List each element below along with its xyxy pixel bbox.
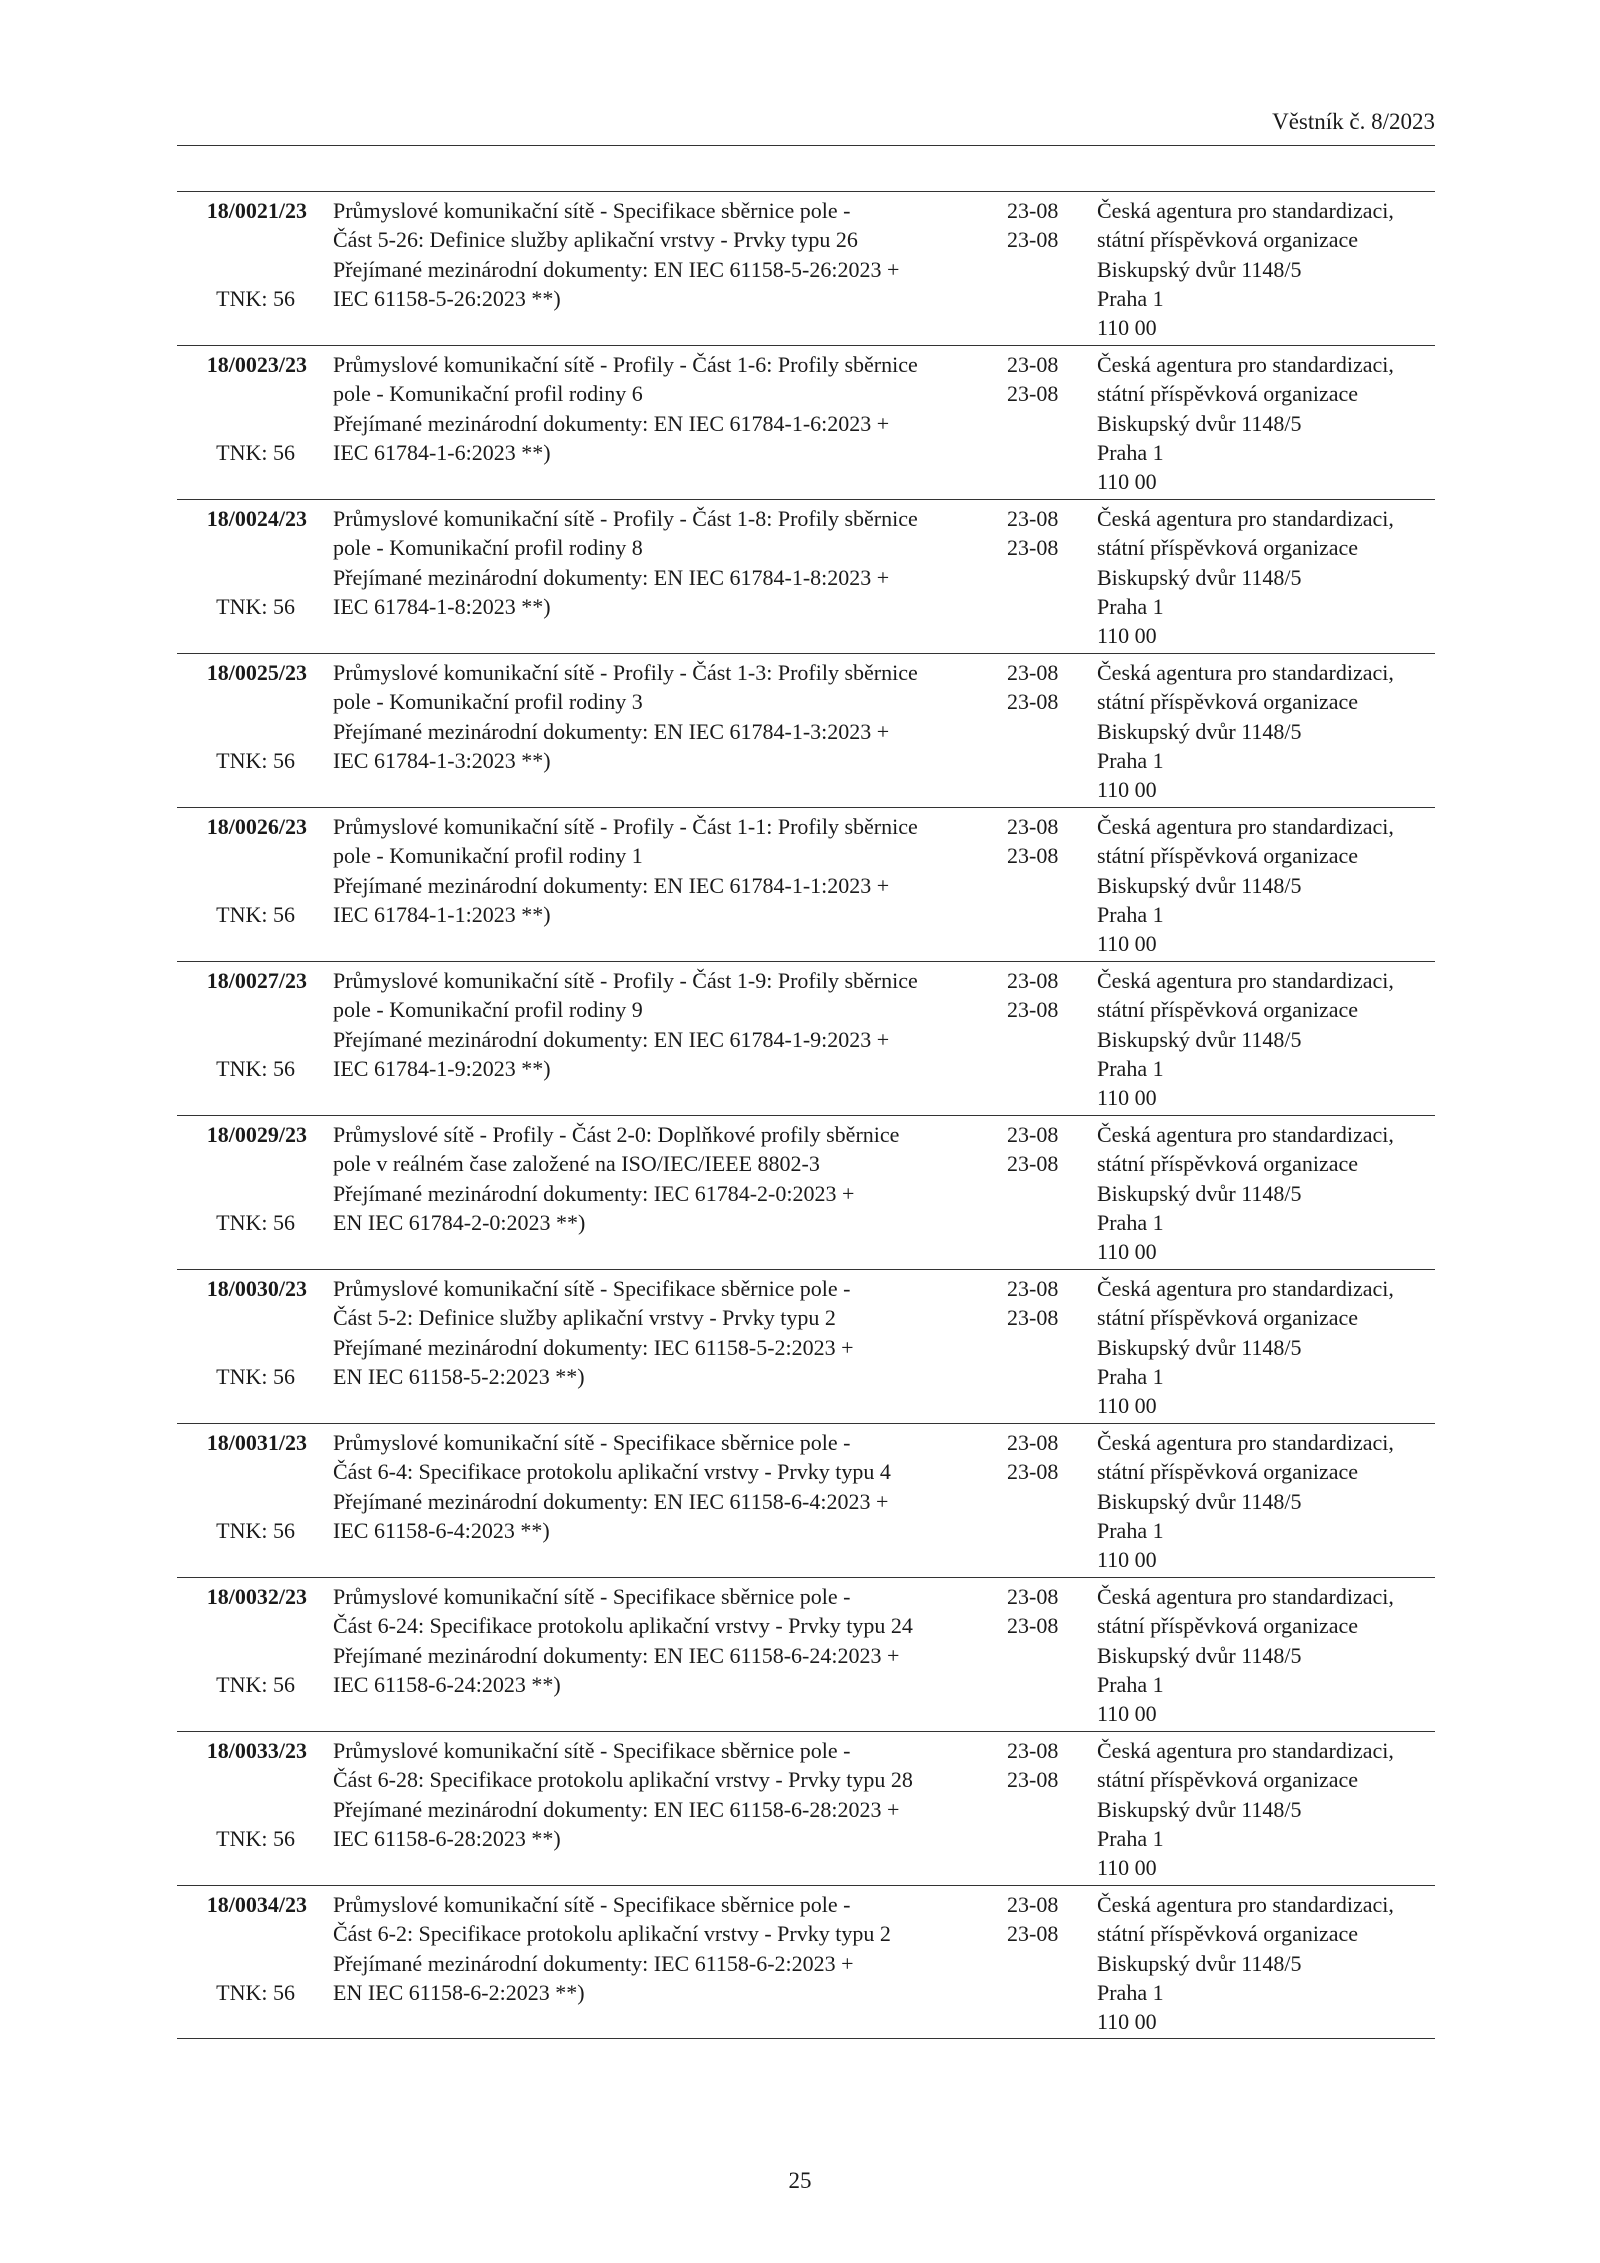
address-line: 110 00 bbox=[1097, 1239, 1157, 1265]
description-line: IEC 61784-1-3:2023 **) bbox=[333, 747, 551, 773]
document-number: 18/0029/23 bbox=[206, 1122, 307, 1147]
standard-description bbox=[333, 1274, 854, 1391]
document-number: 18/0025/23 bbox=[206, 660, 307, 685]
date-value: 23-08 bbox=[1007, 968, 1059, 993]
address-line: Česká agentura pro standardizaci, bbox=[1097, 814, 1394, 839]
table-row bbox=[177, 1577, 1435, 1731]
description-line: Průmyslové komunikační sítě - Specifikace sběrnice pole - bbox=[333, 198, 851, 223]
address-line: 110 00 bbox=[1097, 1393, 1157, 1419]
tnk-label: TNK: 56 bbox=[216, 1364, 295, 1389]
dates-column bbox=[1007, 1428, 1067, 1487]
description-line: Přejímané mezinárodní dokumenty: IEC 61158-5-2:2023 + bbox=[333, 1334, 854, 1360]
standard-description bbox=[333, 504, 918, 621]
document-number: 18/0033/23 bbox=[206, 1738, 307, 1763]
agency-address bbox=[1097, 504, 1437, 650]
address-line: Biskupský dvůr 1148/5 bbox=[1097, 1334, 1302, 1360]
address-line: Biskupský dvůr 1148/5 bbox=[1097, 1180, 1302, 1206]
dates-column bbox=[1007, 1736, 1067, 1795]
description-line: IEC 61158-6-4:2023 **) bbox=[333, 1517, 550, 1543]
address-line: Česká agentura pro standardizaci, bbox=[1097, 198, 1394, 223]
description-line: pole - Komunikační profil rodiny 8 bbox=[333, 535, 643, 561]
description-line: IEC 61158-6-28:2023 **) bbox=[333, 1825, 561, 1851]
agency-address bbox=[1097, 1274, 1437, 1420]
dates-column bbox=[1007, 1274, 1067, 1333]
tnk-label: TNK: 56 bbox=[216, 1980, 295, 2005]
standard-description bbox=[333, 1428, 891, 1545]
document-number: 18/0021/23 bbox=[206, 198, 307, 223]
dates-column bbox=[1007, 658, 1067, 717]
date-value: 23-08 bbox=[1007, 1738, 1059, 1763]
address-line: Biskupský dvůr 1148/5 bbox=[1097, 1642, 1302, 1668]
description-line: Průmyslové komunikační sítě - Profily - Část 1-8: Profily sběrnice bbox=[333, 506, 918, 531]
document-number: 18/0027/23 bbox=[206, 968, 307, 993]
address-line: Praha 1 bbox=[1097, 1209, 1164, 1235]
address-line: Česká agentura pro standardizaci, bbox=[1097, 1584, 1394, 1609]
agency-address bbox=[1097, 1428, 1437, 1574]
date-value: 23-08 bbox=[1007, 689, 1059, 715]
tnk-label: TNK: 56 bbox=[216, 286, 295, 311]
address-line: 110 00 bbox=[1097, 777, 1157, 803]
date-value: 23-08 bbox=[1007, 198, 1059, 223]
document-number: 18/0023/23 bbox=[206, 352, 307, 377]
standard-description bbox=[333, 350, 918, 467]
description-line: Průmyslové komunikační sítě - Profily - Část 1-9: Profily sběrnice bbox=[333, 968, 918, 993]
description-line: Přejímané mezinárodní dokumenty: EN IEC 61158-6-28:2023 + bbox=[333, 1796, 900, 1822]
document-number: 18/0034/23 bbox=[206, 1892, 307, 1917]
address-line: 110 00 bbox=[1097, 1085, 1157, 1111]
address-line: 110 00 bbox=[1097, 1701, 1157, 1727]
address-line: Praha 1 bbox=[1097, 901, 1164, 927]
description-line: Část 5-26: Definice služby aplikační vrstvy - Prvky typu 26 bbox=[333, 227, 858, 253]
address-line: Česká agentura pro standardizaci, bbox=[1097, 968, 1394, 993]
description-line: IEC 61784-1-1:2023 **) bbox=[333, 901, 551, 927]
description-line: Přejímané mezinárodní dokumenty: IEC 61158-6-2:2023 + bbox=[333, 1950, 854, 1976]
description-line: IEC 61784-1-6:2023 **) bbox=[333, 439, 551, 465]
description-line: IEC 61158-6-24:2023 **) bbox=[333, 1671, 561, 1697]
agency-address bbox=[1097, 812, 1437, 958]
date-value: 23-08 bbox=[1007, 1276, 1059, 1301]
description-line: IEC 61158-5-26:2023 **) bbox=[333, 285, 561, 311]
description-line: Přejímané mezinárodní dokumenty: EN IEC 61784-1-6:2023 + bbox=[333, 410, 890, 436]
table-row bbox=[177, 1731, 1435, 1885]
date-value: 23-08 bbox=[1007, 1151, 1059, 1177]
address-line: Česká agentura pro standardizaci, bbox=[1097, 1892, 1394, 1917]
dates-column bbox=[1007, 1120, 1067, 1179]
agency-address bbox=[1097, 1120, 1437, 1266]
document-number: 18/0030/23 bbox=[206, 1276, 307, 1301]
address-line: Česká agentura pro standardizaci, bbox=[1097, 506, 1394, 531]
date-value: 23-08 bbox=[1007, 1767, 1059, 1793]
address-line: Praha 1 bbox=[1097, 1363, 1164, 1389]
description-line: Přejímané mezinárodní dokumenty: EN IEC 61158-6-24:2023 + bbox=[333, 1642, 900, 1668]
address-line: státní příspěvková organizace bbox=[1097, 689, 1359, 715]
description-line: Přejímané mezinárodní dokumenty: IEC 61784-2-0:2023 + bbox=[333, 1180, 855, 1206]
tnk-label: TNK: 56 bbox=[216, 1210, 295, 1235]
description-line: pole - Komunikační profil rodiny 6 bbox=[333, 381, 643, 407]
address-line: Česká agentura pro standardizaci, bbox=[1097, 660, 1394, 685]
standard-description bbox=[333, 1120, 900, 1237]
page-number: 25 bbox=[788, 2168, 812, 2193]
address-line: Praha 1 bbox=[1097, 1671, 1164, 1697]
address-line: 110 00 bbox=[1097, 1547, 1157, 1573]
standard-description bbox=[333, 1582, 913, 1699]
date-value: 23-08 bbox=[1007, 1305, 1059, 1331]
address-line: státní příspěvková organizace bbox=[1097, 997, 1359, 1023]
table-row bbox=[177, 499, 1435, 653]
standard-description bbox=[333, 1890, 891, 2007]
agency-address bbox=[1097, 1582, 1437, 1728]
date-value: 23-08 bbox=[1007, 506, 1059, 531]
date-value: 23-08 bbox=[1007, 381, 1059, 407]
header-divider bbox=[177, 145, 1435, 146]
tnk-label: TNK: 56 bbox=[216, 1056, 295, 1081]
date-value: 23-08 bbox=[1007, 814, 1059, 839]
address-line: státní příspěvková organizace bbox=[1097, 843, 1359, 869]
date-value: 23-08 bbox=[1007, 1122, 1059, 1147]
standards-table bbox=[177, 191, 1435, 2039]
description-line: Část 5-2: Definice služby aplikační vrstvy - Prvky typu 2 bbox=[333, 1305, 836, 1331]
agency-address bbox=[1097, 350, 1437, 496]
address-line: státní příspěvková organizace bbox=[1097, 1613, 1359, 1639]
description-line: Průmyslové komunikační sítě - Specifikace sběrnice pole - bbox=[333, 1584, 851, 1609]
date-value: 23-08 bbox=[1007, 1430, 1059, 1455]
dates-column bbox=[1007, 1890, 1067, 1949]
description-line: Průmyslové komunikační sítě - Specifikace sběrnice pole - bbox=[333, 1276, 851, 1301]
address-line: 110 00 bbox=[1097, 623, 1157, 649]
description-line: Přejímané mezinárodní dokumenty: EN IEC 61784-1-8:2023 + bbox=[333, 564, 890, 590]
address-line: státní příspěvková organizace bbox=[1097, 381, 1359, 407]
dates-column bbox=[1007, 196, 1067, 255]
address-line: 110 00 bbox=[1097, 1855, 1157, 1881]
description-line: Průmyslové komunikační sítě - Specifikace sběrnice pole - bbox=[333, 1892, 851, 1917]
address-line: Praha 1 bbox=[1097, 1979, 1164, 2005]
table-row bbox=[177, 1885, 1435, 2039]
description-line: EN IEC 61158-6-2:2023 **) bbox=[333, 1979, 585, 2005]
tnk-label: TNK: 56 bbox=[216, 748, 295, 773]
description-line: Průmyslové komunikační sítě - Profily - Část 1-6: Profily sběrnice bbox=[333, 352, 918, 377]
description-line: Průmyslové komunikační sítě - Specifikace sběrnice pole - bbox=[333, 1430, 851, 1455]
tnk-label: TNK: 56 bbox=[216, 1672, 295, 1697]
date-value: 23-08 bbox=[1007, 1584, 1059, 1609]
address-line: státní příspěvková organizace bbox=[1097, 1921, 1359, 1947]
date-value: 23-08 bbox=[1007, 660, 1059, 685]
description-line: Část 6-24: Specifikace protokolu aplikační vrstvy - Prvky typu 24 bbox=[333, 1613, 913, 1639]
address-line: 110 00 bbox=[1097, 931, 1157, 957]
standard-description bbox=[333, 1736, 913, 1853]
address-line: Česká agentura pro standardizaci, bbox=[1097, 352, 1394, 377]
address-line: Česká agentura pro standardizaci, bbox=[1097, 1430, 1394, 1455]
address-line: Praha 1 bbox=[1097, 1517, 1164, 1543]
address-line: Praha 1 bbox=[1097, 747, 1164, 773]
address-line: Praha 1 bbox=[1097, 593, 1164, 619]
description-line: Průmyslové komunikační sítě - Specifikace sběrnice pole - bbox=[333, 1738, 851, 1763]
dates-column bbox=[1007, 1582, 1067, 1641]
dates-column bbox=[1007, 966, 1067, 1025]
address-line: Česká agentura pro standardizaci, bbox=[1097, 1738, 1394, 1763]
table-row bbox=[177, 653, 1435, 807]
document-number: 18/0026/23 bbox=[206, 814, 307, 839]
address-line: 110 00 bbox=[1097, 2009, 1157, 2035]
table-row bbox=[177, 345, 1435, 499]
description-line: EN IEC 61158-5-2:2023 **) bbox=[333, 1363, 585, 1389]
description-line: pole v reálném čase založené na ISO/IEC/IEEE 8802-3 bbox=[333, 1151, 820, 1177]
address-line: 110 00 bbox=[1097, 315, 1157, 341]
date-value: 23-08 bbox=[1007, 1613, 1059, 1639]
description-line: Přejímané mezinárodní dokumenty: EN IEC 61784-1-3:2023 + bbox=[333, 718, 890, 744]
tnk-label: TNK: 56 bbox=[216, 594, 295, 619]
address-line: státní příspěvková organizace bbox=[1097, 1767, 1359, 1793]
description-line: Přejímané mezinárodní dokumenty: EN IEC 61784-1-9:2023 + bbox=[333, 1026, 890, 1052]
address-line: Česká agentura pro standardizaci, bbox=[1097, 1276, 1394, 1301]
document-number: 18/0032/23 bbox=[206, 1584, 307, 1609]
address-line: státní příspěvková organizace bbox=[1097, 535, 1359, 561]
address-line: Biskupský dvůr 1148/5 bbox=[1097, 1488, 1302, 1514]
table-row bbox=[177, 1423, 1435, 1577]
address-line: Biskupský dvůr 1148/5 bbox=[1097, 256, 1302, 282]
date-value: 23-08 bbox=[1007, 997, 1059, 1023]
description-line: IEC 61784-1-9:2023 **) bbox=[333, 1055, 551, 1081]
date-value: 23-08 bbox=[1007, 1459, 1059, 1485]
agency-address bbox=[1097, 1736, 1437, 1882]
date-value: 23-08 bbox=[1007, 1892, 1059, 1917]
address-line: Česká agentura pro standardizaci, bbox=[1097, 1122, 1394, 1147]
address-line: Praha 1 bbox=[1097, 439, 1164, 465]
address-line: státní příspěvková organizace bbox=[1097, 227, 1359, 253]
address-line: Biskupský dvůr 1148/5 bbox=[1097, 1796, 1302, 1822]
document-number: 18/0031/23 bbox=[206, 1430, 307, 1455]
table-row bbox=[177, 191, 1435, 345]
standard-description bbox=[333, 658, 918, 775]
date-value: 23-08 bbox=[1007, 352, 1059, 377]
address-line: státní příspěvková organizace bbox=[1097, 1459, 1359, 1485]
address-line: Biskupský dvůr 1148/5 bbox=[1097, 718, 1302, 744]
address-line: Praha 1 bbox=[1097, 285, 1164, 311]
tnk-label: TNK: 56 bbox=[216, 440, 295, 465]
dates-column bbox=[1007, 504, 1067, 563]
address-line: Biskupský dvůr 1148/5 bbox=[1097, 410, 1302, 436]
dates-column bbox=[1007, 812, 1067, 871]
description-line: EN IEC 61784-2-0:2023 **) bbox=[333, 1209, 586, 1235]
description-line: Přejímané mezinárodní dokumenty: EN IEC 61158-5-26:2023 + bbox=[333, 256, 900, 282]
agency-address bbox=[1097, 196, 1437, 342]
page-header-title: Věstník č. 8/2023 bbox=[1272, 109, 1435, 134]
description-line: IEC 61784-1-8:2023 **) bbox=[333, 593, 551, 619]
address-line: Biskupský dvůr 1148/5 bbox=[1097, 1950, 1302, 1976]
date-value: 23-08 bbox=[1007, 535, 1059, 561]
description-line: Průmyslové sítě - Profily - Část 2-0: Doplňkové profily sběrnice bbox=[333, 1122, 900, 1147]
address-line: Biskupský dvůr 1148/5 bbox=[1097, 872, 1302, 898]
table-row bbox=[177, 961, 1435, 1115]
tnk-label: TNK: 56 bbox=[216, 1826, 295, 1851]
description-line: Část 6-28: Specifikace protokolu aplikační vrstvy - Prvky typu 28 bbox=[333, 1767, 913, 1793]
agency-address bbox=[1097, 1890, 1437, 2036]
address-line: Biskupský dvůr 1148/5 bbox=[1097, 564, 1302, 590]
address-line: státní příspěvková organizace bbox=[1097, 1151, 1359, 1177]
table-row bbox=[177, 807, 1435, 961]
description-line: pole - Komunikační profil rodiny 9 bbox=[333, 997, 643, 1023]
dates-column bbox=[1007, 350, 1067, 409]
date-value: 23-08 bbox=[1007, 843, 1059, 869]
agency-address bbox=[1097, 658, 1437, 804]
standard-description bbox=[333, 812, 918, 929]
address-line: státní příspěvková organizace bbox=[1097, 1305, 1359, 1331]
address-line: 110 00 bbox=[1097, 469, 1157, 495]
date-value: 23-08 bbox=[1007, 227, 1059, 253]
address-line: Praha 1 bbox=[1097, 1055, 1164, 1081]
description-line: Průmyslové komunikační sítě - Profily - Část 1-3: Profily sběrnice bbox=[333, 660, 918, 685]
date-value: 23-08 bbox=[1007, 1921, 1059, 1947]
tnk-label: TNK: 56 bbox=[216, 902, 295, 927]
description-line: Část 6-4: Specifikace protokolu aplikační vrstvy - Prvky typu 4 bbox=[333, 1459, 891, 1485]
tnk-label: TNK: 56 bbox=[216, 1518, 295, 1543]
description-line: Přejímané mezinárodní dokumenty: EN IEC 61784-1-1:2023 + bbox=[333, 872, 890, 898]
standard-description bbox=[333, 196, 900, 313]
table-row bbox=[177, 1269, 1435, 1423]
standard-description bbox=[333, 966, 918, 1083]
description-line: Část 6-2: Specifikace protokolu aplikační vrstvy - Prvky typu 2 bbox=[333, 1921, 891, 1947]
address-line: Praha 1 bbox=[1097, 1825, 1164, 1851]
address-line: Biskupský dvůr 1148/5 bbox=[1097, 1026, 1302, 1052]
description-line: Průmyslové komunikační sítě - Profily - Část 1-1: Profily sběrnice bbox=[333, 814, 918, 839]
description-line: Přejímané mezinárodní dokumenty: EN IEC 61158-6-4:2023 + bbox=[333, 1488, 889, 1514]
agency-address bbox=[1097, 966, 1437, 1112]
table-row bbox=[177, 1115, 1435, 1269]
document-number: 18/0024/23 bbox=[206, 506, 307, 531]
description-line: pole - Komunikační profil rodiny 3 bbox=[333, 689, 643, 715]
description-line: pole - Komunikační profil rodiny 1 bbox=[333, 843, 643, 869]
